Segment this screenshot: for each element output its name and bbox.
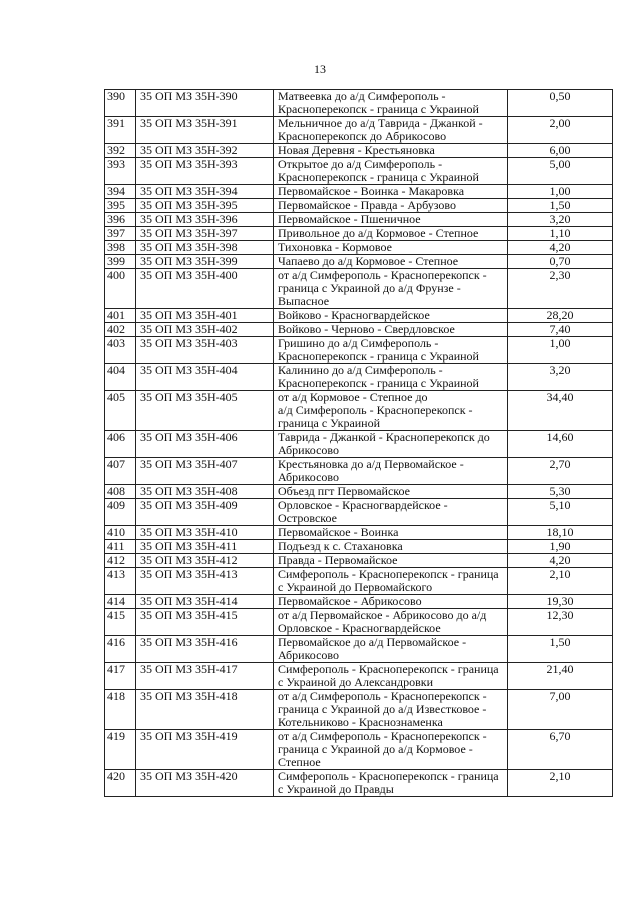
road-code-cell: 35 ОП МЗ 35Н-393 xyxy=(136,158,274,185)
table-row xyxy=(105,158,613,185)
table-row xyxy=(105,568,613,595)
road-code-cell: 35 ОП МЗ 35Н-407 xyxy=(136,458,274,485)
row-number-cell: 398 xyxy=(105,241,136,255)
table-row xyxy=(105,337,613,364)
row-number-cell: 390 xyxy=(105,90,136,117)
road-code-cell: 35 ОП МЗ 35Н-408 xyxy=(136,485,274,499)
page-number: 13 xyxy=(314,62,326,76)
road-name-cell: Калинино до а/д Симферополь - Красноперекопск - граница с Украиной xyxy=(274,364,508,391)
road-name-cell: Симферополь - Красноперекопск - граница с Украиной до Правды xyxy=(274,770,508,797)
road-length-cell: 2,10 xyxy=(508,770,613,797)
road-length-cell: 1,10 xyxy=(508,227,613,241)
road-name-cell: Привольное до а/д Кормовое - Степное xyxy=(274,227,508,241)
road-code-cell: 35 ОП МЗ 35Н-415 xyxy=(136,609,274,636)
road-name-cell: Таврида - Джанкой - Красноперекопск до Абрикосово xyxy=(274,431,508,458)
road-code-cell: 35 ОП МЗ 35Н-410 xyxy=(136,526,274,540)
row-number-cell: 407 xyxy=(105,458,136,485)
road-length-cell: 7,00 xyxy=(508,690,613,730)
road-length-cell: 6,70 xyxy=(508,730,613,770)
row-number-cell: 393 xyxy=(105,158,136,185)
road-name-cell: Первомайское до а/д Первомайское - Абрикосово xyxy=(274,636,508,663)
row-number-cell: 416 xyxy=(105,636,136,663)
road-length-cell: 7,40 xyxy=(508,323,613,337)
table-row xyxy=(105,90,613,117)
table-row xyxy=(105,770,613,797)
table-row xyxy=(105,309,613,323)
road-code-cell: 35 ОП МЗ 35Н-404 xyxy=(136,364,274,391)
road-length-cell: 6,00 xyxy=(508,144,613,158)
road-length-cell: 0,50 xyxy=(508,90,613,117)
table-row xyxy=(105,690,613,730)
table-row xyxy=(105,526,613,540)
road-name-cell: Тихоновка - Кормовое xyxy=(274,241,508,255)
table-row xyxy=(105,364,613,391)
roads-table xyxy=(104,89,613,797)
road-length-cell: 5,10 xyxy=(508,499,613,526)
road-length-cell: 1,00 xyxy=(508,337,613,364)
road-name-cell: от а/д Симферополь - Красноперекопск - граница с Украиной до а/д Кормовое - Степное xyxy=(274,730,508,770)
roads-table-body xyxy=(105,90,613,797)
row-number-cell: 396 xyxy=(105,213,136,227)
road-name-cell: Правда - Первомайское xyxy=(274,554,508,568)
road-length-cell: 2,00 xyxy=(508,117,613,144)
road-name-cell: Симферополь - Красноперекопск - граница с Украиной до Александровки xyxy=(274,663,508,690)
road-name-cell: Крестьяновка до а/д Первомайское - Абрикосово xyxy=(274,458,508,485)
road-length-cell: 4,20 xyxy=(508,241,613,255)
road-length-cell: 4,20 xyxy=(508,554,613,568)
road-length-cell: 5,30 xyxy=(508,485,613,499)
road-length-cell: 3,20 xyxy=(508,364,613,391)
row-number-cell: 413 xyxy=(105,568,136,595)
road-code-cell: 35 ОП МЗ 35Н-409 xyxy=(136,499,274,526)
row-number-cell: 411 xyxy=(105,540,136,554)
road-length-cell: 1,00 xyxy=(508,185,613,199)
road-length-cell: 2,70 xyxy=(508,458,613,485)
road-length-cell: 2,10 xyxy=(508,568,613,595)
road-length-cell: 28,20 xyxy=(508,309,613,323)
table-row xyxy=(105,485,613,499)
table-row xyxy=(105,323,613,337)
road-name-cell: Матвеевка до а/д Симферополь - Красноперекопск - граница с Украиной xyxy=(274,90,508,117)
road-length-cell: 14,60 xyxy=(508,431,613,458)
road-code-cell: 35 ОП МЗ 35Н-402 xyxy=(136,323,274,337)
table-row xyxy=(105,595,613,609)
row-number-cell: 420 xyxy=(105,770,136,797)
road-length-cell: 19,30 xyxy=(508,595,613,609)
road-name-cell: Первомайское - Пшеничное xyxy=(274,213,508,227)
table-row xyxy=(105,199,613,213)
table-row xyxy=(105,185,613,199)
road-code-cell: 35 ОП МЗ 35Н-395 xyxy=(136,199,274,213)
table-row xyxy=(105,540,613,554)
row-number-cell: 394 xyxy=(105,185,136,199)
road-code-cell: 35 ОП МЗ 35Н-397 xyxy=(136,227,274,241)
road-code-cell: 35 ОП МЗ 35Н-392 xyxy=(136,144,274,158)
road-length-cell: 5,00 xyxy=(508,158,613,185)
road-code-cell: 35 ОП МЗ 35Н-394 xyxy=(136,185,274,199)
table-row xyxy=(105,663,613,690)
road-length-cell: 0,70 xyxy=(508,255,613,269)
road-name-cell: Первомайское - Правда - Арбузово xyxy=(274,199,508,213)
road-name-cell: Мельничное до а/д Таврида - Джанкой - Красноперекопск до Абрикосово xyxy=(274,117,508,144)
row-number-cell: 419 xyxy=(105,730,136,770)
road-code-cell: 35 ОП МЗ 35Н-412 xyxy=(136,554,274,568)
row-number-cell: 395 xyxy=(105,199,136,213)
road-length-cell: 1,90 xyxy=(508,540,613,554)
road-name-cell: Чапаево до а/д Кормовое - Степное xyxy=(274,255,508,269)
road-code-cell: 35 ОП МЗ 35Н-413 xyxy=(136,568,274,595)
road-name-cell: Первомайское - Воинка xyxy=(274,526,508,540)
road-name-cell: Подъезд к с. Стахановка xyxy=(274,540,508,554)
table-row xyxy=(105,636,613,663)
table-row xyxy=(105,499,613,526)
road-code-cell: 35 ОП МЗ 35Н-414 xyxy=(136,595,274,609)
road-code-cell: 35 ОП МЗ 35Н-401 xyxy=(136,309,274,323)
road-name-cell: Первомайское - Воинка - Макаровка xyxy=(274,185,508,199)
road-length-cell: 12,30 xyxy=(508,609,613,636)
row-number-cell: 412 xyxy=(105,554,136,568)
row-number-cell: 406 xyxy=(105,431,136,458)
row-number-cell: 401 xyxy=(105,309,136,323)
row-number-cell: 391 xyxy=(105,117,136,144)
row-number-cell: 400 xyxy=(105,269,136,309)
row-number-cell: 409 xyxy=(105,499,136,526)
road-name-cell: Первомайское - Абрикосово xyxy=(274,595,508,609)
road-name-cell: от а/д Кормовое - Степное до а/д Симферополь - Красноперекопск - граница с Украиной xyxy=(274,391,508,431)
road-code-cell: 35 ОП МЗ 35Н-416 xyxy=(136,636,274,663)
table-row xyxy=(105,117,613,144)
road-code-cell: 35 ОП МЗ 35Н-420 xyxy=(136,770,274,797)
row-number-cell: 403 xyxy=(105,337,136,364)
road-length-cell: 1,50 xyxy=(508,636,613,663)
road-length-cell: 1,50 xyxy=(508,199,613,213)
row-number-cell: 405 xyxy=(105,391,136,431)
row-number-cell: 414 xyxy=(105,595,136,609)
road-code-cell: 35 ОП МЗ 35Н-391 xyxy=(136,117,274,144)
road-code-cell: 35 ОП МЗ 35Н-403 xyxy=(136,337,274,364)
row-number-cell: 397 xyxy=(105,227,136,241)
row-number-cell: 408 xyxy=(105,485,136,499)
road-length-cell: 34,40 xyxy=(508,391,613,431)
road-length-cell: 3,20 xyxy=(508,213,613,227)
road-code-cell: 35 ОП МЗ 35Н-405 xyxy=(136,391,274,431)
row-number-cell: 417 xyxy=(105,663,136,690)
road-length-cell: 18,10 xyxy=(508,526,613,540)
road-length-cell: 2,30 xyxy=(508,269,613,309)
row-number-cell: 392 xyxy=(105,144,136,158)
table-row xyxy=(105,241,613,255)
road-code-cell: 35 ОП МЗ 35Н-411 xyxy=(136,540,274,554)
road-code-cell: 35 ОП МЗ 35Н-390 xyxy=(136,90,274,117)
row-number-cell: 415 xyxy=(105,609,136,636)
road-code-cell: 35 ОП МЗ 35Н-399 xyxy=(136,255,274,269)
table-row xyxy=(105,144,613,158)
table-row xyxy=(105,255,613,269)
road-length-cell: 21,40 xyxy=(508,663,613,690)
road-name-cell: Орловское - Красногвардейское - Островское xyxy=(274,499,508,526)
row-number-cell: 410 xyxy=(105,526,136,540)
road-name-cell: Открытое до а/д Симферополь - Красноперекопск - граница с Украиной xyxy=(274,158,508,185)
road-code-cell: 35 ОП МЗ 35Н-418 xyxy=(136,690,274,730)
table-row xyxy=(105,730,613,770)
row-number-cell: 418 xyxy=(105,690,136,730)
road-name-cell: от а/д Первомайское - Абрикосово до а/д Орловское - Красногвардейское xyxy=(274,609,508,636)
table-row xyxy=(105,227,613,241)
road-code-cell: 35 ОП МЗ 35Н-396 xyxy=(136,213,274,227)
road-name-cell: Гришино до а/д Симферополь - Красноперекопск - граница с Украиной xyxy=(274,337,508,364)
road-name-cell: Симферополь - Красноперекопск - граница с Украиной до Первомайского xyxy=(274,568,508,595)
road-name-cell: Войково - Красногвардейское xyxy=(274,309,508,323)
table-row xyxy=(105,391,613,431)
road-name-cell: от а/д Симферополь - Красноперекопск - граница с Украиной до а/д Фрунзе - Выпасное xyxy=(274,269,508,309)
table-row xyxy=(105,269,613,309)
table-row xyxy=(105,431,613,458)
road-code-cell: 35 ОП МЗ 35Н-398 xyxy=(136,241,274,255)
table-row xyxy=(105,554,613,568)
road-code-cell: 35 ОП МЗ 35Н-419 xyxy=(136,730,274,770)
table-row xyxy=(105,458,613,485)
road-code-cell: 35 ОП МЗ 35Н-400 xyxy=(136,269,274,309)
road-name-cell: Объезд пгт Первомайское xyxy=(274,485,508,499)
table-row xyxy=(105,609,613,636)
road-name-cell: Войково - Черново - Свердловское xyxy=(274,323,508,337)
row-number-cell: 399 xyxy=(105,255,136,269)
row-number-cell: 402 xyxy=(105,323,136,337)
road-name-cell: Новая Деревня - Крестьяновка xyxy=(274,144,508,158)
road-code-cell: 35 ОП МЗ 35Н-406 xyxy=(136,431,274,458)
table-row xyxy=(105,213,613,227)
row-number-cell: 404 xyxy=(105,364,136,391)
road-code-cell: 35 ОП МЗ 35Н-417 xyxy=(136,663,274,690)
road-name-cell: от а/д Симферополь - Красноперекопск - граница с Украиной до а/д Известковое - Котельниково - Краснознаменка xyxy=(274,690,508,730)
